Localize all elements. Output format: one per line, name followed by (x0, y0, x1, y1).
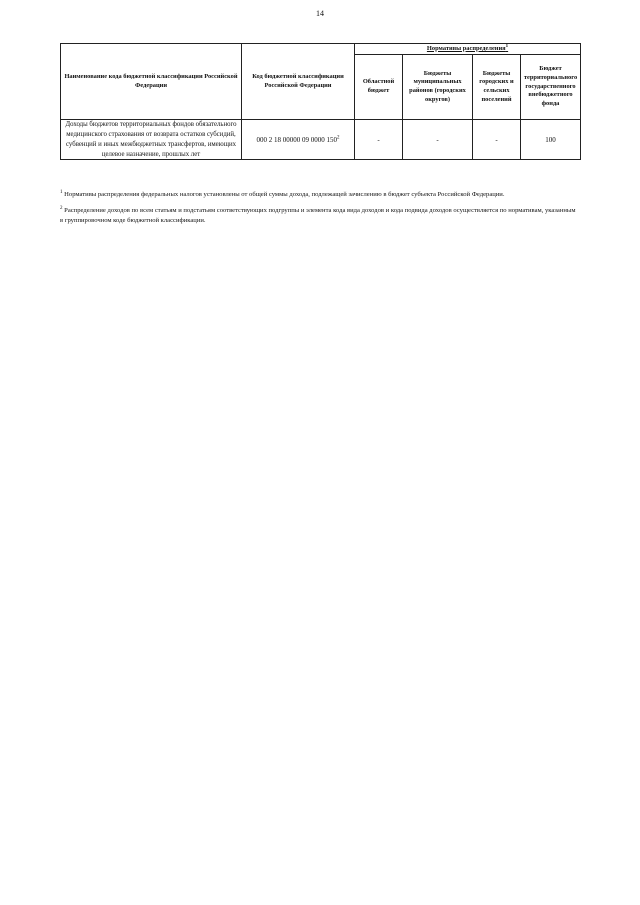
footnote-2-text: Распределение доходов по всем статьям и подстатьям соответствующих подгруппы и элемента кода вида доходов и кода подвида доходов осуществляется по нормативам, указанным в группировочном коде бюджетной классификации. (60, 206, 576, 224)
col-code-header: Код бюджетной классификации Российской Федерации (242, 44, 355, 120)
row-value-fund: 100 (521, 120, 581, 160)
row-value-regional: - (355, 120, 403, 160)
sub-header-municipal: Бюджеты муниципальных районов (городских округов) (403, 55, 473, 120)
sub-header-fund: Бюджет территориального государственного внебюджетного фонда (521, 55, 581, 120)
col-name-header: Наименование кода бюджетной классификации Российской Федерации (61, 44, 242, 120)
budget-classification-table (60, 43, 581, 160)
group-header-label: Нормативы распределения (426, 44, 506, 52)
table-row (61, 120, 581, 160)
row-value-settlements: - (473, 120, 521, 160)
footnote-mark-2: 2 (337, 135, 340, 141)
footnote-1 (60, 190, 580, 200)
row-value-municipal: - (403, 120, 473, 160)
row-code-value: 000 2 18 00000 09 0000 150 (256, 135, 337, 144)
footnote-1-mark: 1 (60, 189, 63, 195)
page-number: 14 (316, 9, 324, 18)
footnote-1-text: Нормативы распределения федеральных налогов установлены от общей суммы дохода, подлежащей зачислению в бюджет субъекта Российской Федерации. (62, 191, 505, 198)
row-name: Доходы бюджетов территориальных фондов обязательного медицинского страхования от возврата остатков субсидий, субвенций и иных межбюджетных трансфертов, имеющих целевое назначение, прошлых лет (61, 120, 242, 160)
sub-header-regional: Областной бюджет (355, 55, 403, 120)
footnotes (60, 190, 580, 232)
row-code (242, 120, 355, 160)
footnote-2-mark: 2 (60, 205, 63, 211)
footnote-mark-1: 1 (505, 43, 509, 49)
group-header (355, 44, 581, 55)
footnote-2 (60, 206, 580, 226)
sub-header-settlements: Бюджеты городских и сельских поселений (473, 55, 521, 120)
